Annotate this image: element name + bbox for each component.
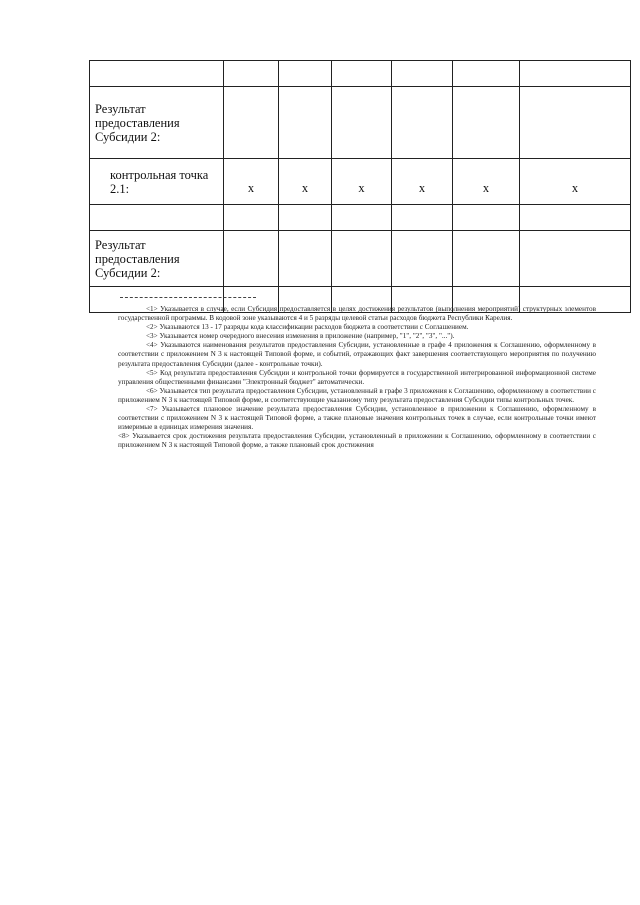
empty-cell: [279, 205, 332, 231]
empty-cell: [90, 61, 224, 87]
empty-cell: [332, 87, 392, 159]
empty-cell: [453, 61, 520, 87]
mark-cell: x: [224, 159, 279, 205]
footnote: <6> Указывается тип результата предоставления Субсидии, установленный в графе 3 приложения к Соглашению, оформленному в соответствии с приложением N 3 к настоящей Типовой форме, и соответствующие указанному типу результата предоставления Субсидии типы контрольных точек.: [118, 386, 596, 404]
footnote: <7> Указывается плановое значение результата предоставления Субсидии, установленное в приложении к Соглашению, оформленному в соответствии с приложением N 3 к настоящей Типовой форме, а также плановые значения контрольных точек в случае, если контрольные точки имеют измеримые в единицах измерения значения.: [118, 405, 596, 432]
empty-cell: [453, 231, 520, 287]
mark-cell: x: [279, 159, 332, 205]
result-label-cell: Результат предоставления Субсидии 2:: [90, 87, 224, 159]
empty-cell: [279, 231, 332, 287]
table-row: [90, 61, 631, 87]
footnote: <1> Указывается в случае, если Субсидия предоставляется в целях достижения результатов (выполнения мероприятий) структурных элементов государственной программы. В кодовой зоне указываются 4 и 5 разряды целевой статьи расходов бюджета Республики Карелия.: [118, 305, 596, 323]
footnote: <2> Указываются 13 - 17 разряды кода классификации расходов бюджета в соответствии с Соглашением.: [146, 323, 469, 332]
empty-cell: [332, 61, 392, 87]
empty-cell: [520, 231, 631, 287]
result-label-cell: Результат предоставления Субсидии 2:: [90, 231, 224, 287]
empty-cell: [392, 61, 453, 87]
empty-cell: [279, 87, 332, 159]
mark-cell: x: [392, 159, 453, 205]
mark-cell: x: [453, 159, 520, 205]
empty-cell: [520, 205, 631, 231]
footnote: <4> Указываются наименования результатов предоставления Субсидии, установленные в графе 4 приложения к Соглашению, оформленному в соответствии с приложением N 3 к настоящей Типовой форме, и событий, отражающих факт завершения соответствующего мероприятия по получению результата предоставления Субсидии (далее - контрольные точки).: [118, 341, 596, 368]
empty-cell: [520, 87, 631, 159]
empty-cell: [332, 231, 392, 287]
empty-cell: [392, 205, 453, 231]
empty-cell: [392, 87, 453, 159]
empty-cell: [392, 231, 453, 287]
footnote: <5> Код результата предоставления Субсидии и контрольной точки формируется в государственной интегрированной информационной системе управления общественными финансами "Электронный бюджет" автоматически.: [118, 368, 596, 386]
table-row: [90, 231, 631, 287]
table-row: [90, 87, 631, 159]
empty-cell: [224, 231, 279, 287]
table-row: [90, 159, 631, 205]
checkpoint-label-cell: контрольная точка 2.1:: [90, 159, 224, 205]
footnote: <8> Указывается срок достижения результата предоставления Субсидии, установленный в приложении к Соглашению, оформленному в соответствии с приложением N 3 к настоящей Типовой форме, а также плановый срок достижения: [118, 432, 596, 450]
empty-cell: [224, 87, 279, 159]
footnotes-block: [118, 305, 596, 451]
empty-cell: [453, 205, 520, 231]
mark-cell: x: [520, 159, 631, 205]
empty-cell: [224, 205, 279, 231]
results-table: [89, 60, 631, 313]
empty-cell: [453, 87, 520, 159]
empty-cell: [279, 61, 332, 87]
table-row: [90, 205, 631, 231]
footnote: <3> Указывается номер очередного внесения изменения в приложение (например, "1", "2", "3", "...").: [146, 332, 455, 341]
footnote-separator: [120, 297, 256, 298]
empty-cell: [332, 205, 392, 231]
results-table-body: [90, 61, 631, 313]
empty-cell: [520, 61, 631, 87]
empty-cell: [90, 205, 224, 231]
mark-cell: x: [332, 159, 392, 205]
empty-cell: [224, 61, 279, 87]
